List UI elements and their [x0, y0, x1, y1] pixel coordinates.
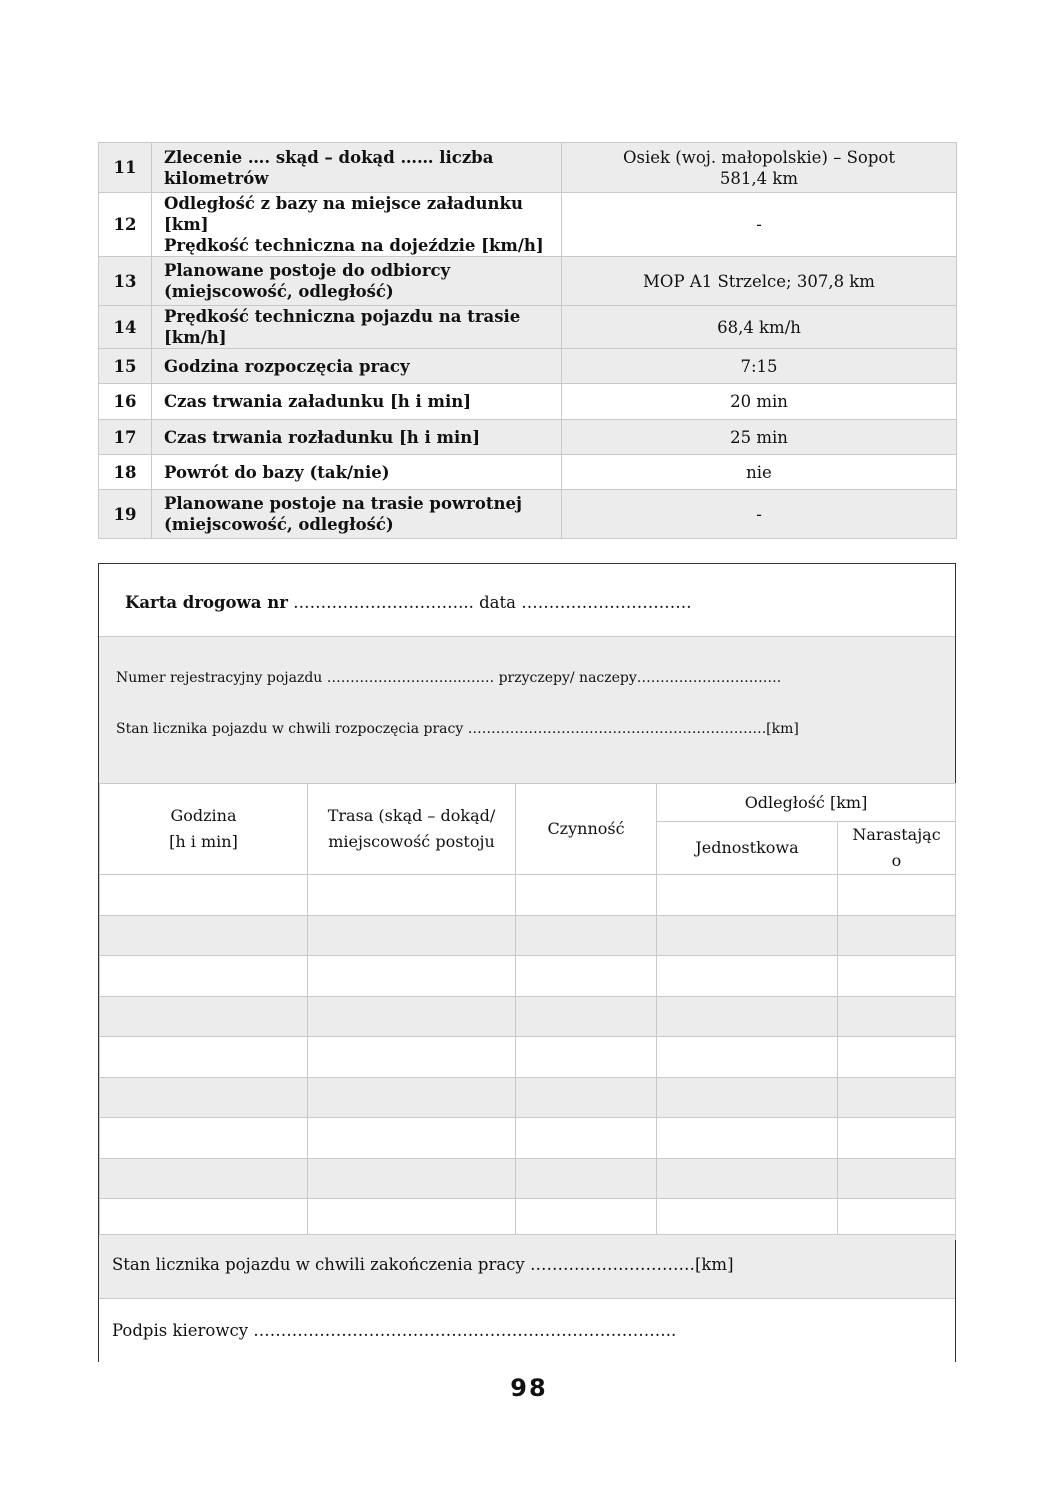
road-card-header — [99, 564, 955, 637]
log-row — [100, 1199, 956, 1240]
info-row — [99, 193, 957, 257]
log-row — [100, 1158, 956, 1199]
row-label: Powrót do bazy (tak/nie) — [152, 455, 562, 490]
vehicle-info-section — [99, 637, 955, 783]
page-number: 98 — [510, 1374, 548, 1402]
log-cell[interactable] — [100, 915, 308, 956]
order-details-table — [98, 142, 957, 539]
log-row — [100, 996, 956, 1037]
log-cell[interactable] — [657, 956, 838, 997]
info-row — [99, 306, 957, 349]
log-cell[interactable] — [838, 1158, 956, 1199]
log-cell[interactable] — [100, 1077, 308, 1118]
log-cell[interactable] — [100, 875, 308, 916]
info-row — [99, 257, 957, 306]
log-cell[interactable] — [100, 996, 308, 1037]
log-cell[interactable] — [308, 956, 516, 997]
info-row — [99, 349, 957, 384]
log-cell[interactable] — [657, 1158, 838, 1199]
row-number: 11 — [99, 143, 152, 193]
row-label: Prędkość techniczna pojazdu na trasie [km/h] — [152, 306, 562, 349]
log-cell[interactable] — [100, 1158, 308, 1199]
log-row — [100, 1077, 956, 1118]
log-cell[interactable] — [516, 956, 657, 997]
col-route-header: Trasa (skąd – dokąd/ miejscowość postoju — [308, 784, 516, 875]
log-cell[interactable] — [308, 875, 516, 916]
log-row — [100, 956, 956, 997]
row-value: Osiek (woj. małopolskie) – Sopot 581,4 km — [562, 143, 957, 193]
log-cell[interactable] — [308, 1118, 516, 1159]
row-number: 16 — [99, 384, 152, 420]
road-card-title: Karta drogowa nr …………………………... data …………………………. — [125, 593, 692, 612]
end-odometer-section — [99, 1234, 955, 1298]
log-cell[interactable] — [308, 1077, 516, 1118]
log-cell[interactable] — [100, 1118, 308, 1159]
log-cell[interactable] — [838, 1037, 956, 1078]
log-cell[interactable] — [308, 915, 516, 956]
trip-log-table — [99, 783, 956, 1240]
row-value: 7:15 — [562, 349, 957, 384]
row-value: nie — [562, 455, 957, 490]
row-value: 20 min — [562, 384, 957, 420]
log-cell[interactable] — [308, 1199, 516, 1240]
log-cell[interactable] — [657, 875, 838, 916]
row-number: 13 — [99, 257, 152, 306]
row-label: Godzina rozpoczęcia pracy — [152, 349, 562, 384]
log-cell[interactable] — [516, 1037, 657, 1078]
row-number: 19 — [99, 490, 152, 539]
log-cell[interactable] — [516, 1118, 657, 1159]
road-card — [98, 563, 956, 1362]
row-label: Planowane postoje do odbiorcy (miejscowość, odległość) — [152, 257, 562, 306]
end-odometer-line: Stan licznika pojazdu w chwili zakończenia pracy …………………………[km] — [112, 1255, 734, 1274]
row-value: 68,4 km/h — [562, 306, 957, 349]
info-row — [99, 143, 957, 193]
log-cell[interactable] — [838, 1118, 956, 1159]
row-value: 25 min — [562, 420, 957, 455]
row-number: 14 — [99, 306, 152, 349]
row-number: 12 — [99, 193, 152, 257]
row-value: - — [562, 193, 957, 257]
log-cell[interactable] — [100, 1037, 308, 1078]
log-cell[interactable] — [657, 1037, 838, 1078]
log-cell[interactable] — [516, 1077, 657, 1118]
log-cell[interactable] — [516, 996, 657, 1037]
log-cell[interactable] — [838, 915, 956, 956]
info-row — [99, 490, 957, 539]
log-row — [100, 915, 956, 956]
log-cell[interactable] — [657, 1077, 838, 1118]
row-label: Zlecenie …. skąd – dokąd …… liczba kilometrów — [152, 143, 562, 193]
row-number: 18 — [99, 455, 152, 490]
signature-section — [99, 1298, 955, 1362]
log-cell[interactable] — [838, 1077, 956, 1118]
log-cell[interactable] — [838, 1199, 956, 1240]
log-row — [100, 1037, 956, 1078]
log-cell[interactable] — [308, 1037, 516, 1078]
info-row — [99, 455, 957, 490]
log-row — [100, 875, 956, 916]
row-value: MOP A1 Strzelce; 307,8 km — [562, 257, 957, 306]
col-activity-header: Czynność — [516, 784, 657, 875]
row-number: 15 — [99, 349, 152, 384]
row-label: Planowane postoje na trasie powrotnej (miejscowość, odległość) — [152, 490, 562, 539]
col-distance-header: Odległość [km] — [657, 784, 956, 822]
log-cell[interactable] — [838, 875, 956, 916]
log-cell[interactable] — [657, 1118, 838, 1159]
start-odometer-line: Stan licznika pojazdu w chwili rozpoczęcia pracy ……………………………………………………….[km] — [116, 721, 799, 737]
log-cell[interactable] — [657, 1199, 838, 1240]
log-cell[interactable] — [100, 1199, 308, 1240]
log-cell[interactable] — [516, 1158, 657, 1199]
driver-signature-line: Podpis kierowcy ………………………………………………………………….. — [112, 1321, 677, 1340]
row-value: - — [562, 490, 957, 539]
col-unit-header: Jednostkowa — [657, 822, 838, 875]
registration-line: Numer rejestracyjny pojazdu ………………………..……. przyczepy/ naczepy…………………………. — [116, 670, 782, 686]
log-cell[interactable] — [657, 915, 838, 956]
log-cell[interactable] — [100, 956, 308, 997]
log-row — [100, 1118, 956, 1159]
log-cell[interactable] — [838, 996, 956, 1037]
log-cell[interactable] — [657, 996, 838, 1037]
col-time-header: Godzina [h i min] — [100, 784, 308, 875]
log-cell[interactable] — [516, 1199, 657, 1240]
info-row — [99, 420, 957, 455]
row-label: Czas trwania załadunku [h i min] — [152, 384, 562, 420]
log-cell[interactable] — [308, 996, 516, 1037]
log-cell[interactable] — [516, 915, 657, 956]
row-label: Czas trwania rozładunku [h i min] — [152, 420, 562, 455]
log-cell[interactable] — [838, 956, 956, 997]
row-label: Odległość z bazy na miejsce załadunku [km] Prędkość techniczna na dojeździe [km/h] — [152, 193, 562, 257]
row-number: 17 — [99, 420, 152, 455]
log-cell[interactable] — [516, 875, 657, 916]
col-cumulative-header: Narastając o — [838, 822, 956, 875]
info-row — [99, 384, 957, 420]
log-cell[interactable] — [308, 1158, 516, 1199]
